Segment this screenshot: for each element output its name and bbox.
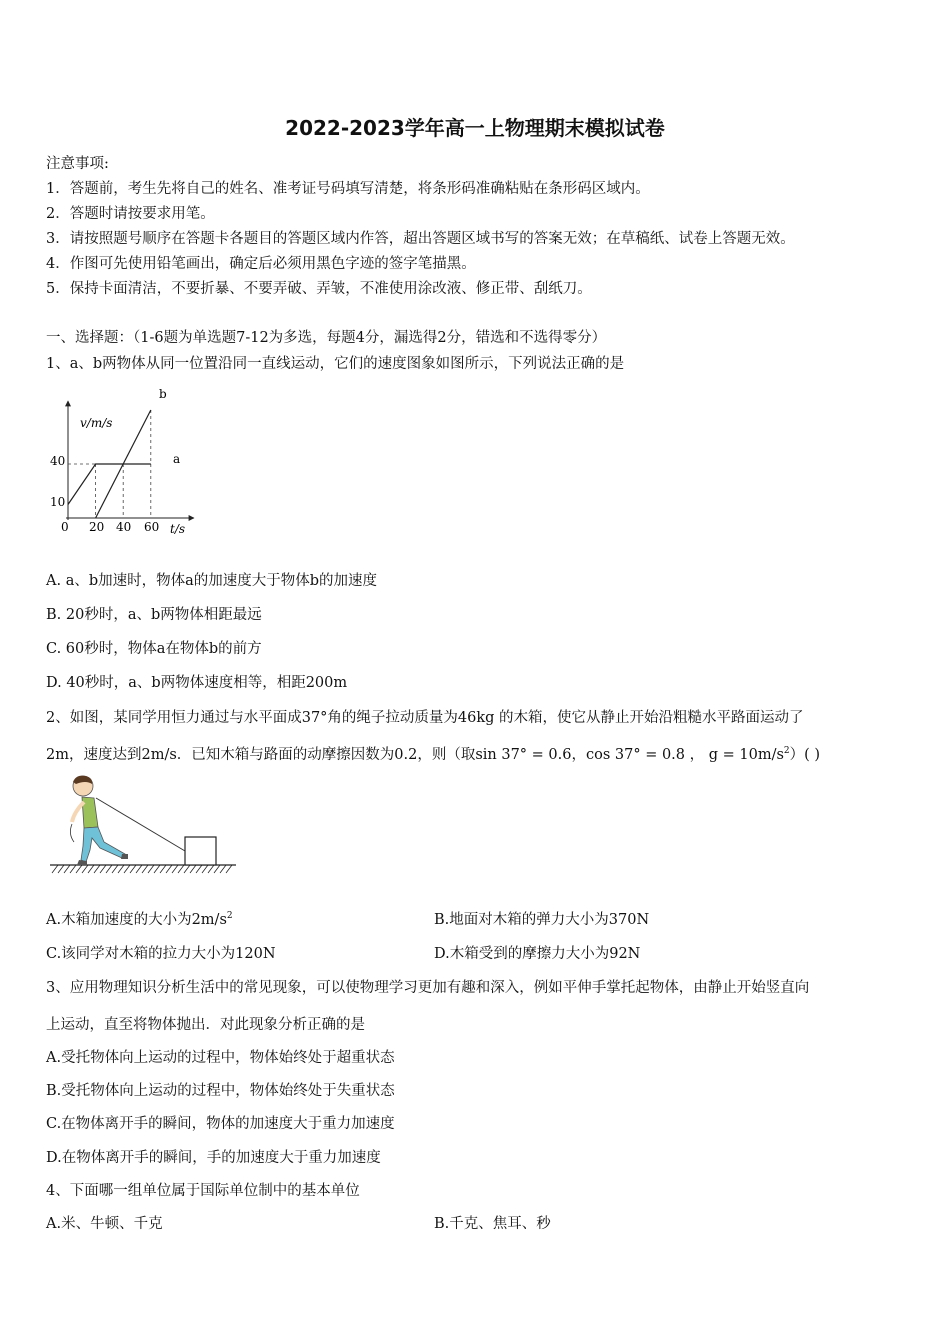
wooden-box xyxy=(185,837,216,865)
q4-option-a: A.米、牛顿、千克 xyxy=(46,1216,163,1232)
q1-stem: 1、a、b两物体从同一位置沿同一直线运动，它们的速度图象如图所示，下列说法正确的是 xyxy=(46,356,625,372)
q1-option-b: B. 20秒时，a、b两物体相距最远 xyxy=(46,607,262,623)
notice-heading: 注意事项: xyxy=(46,156,109,172)
page-title: 2022-2023学年高一上物理期末模拟试卷 xyxy=(285,116,665,140)
q1-option-a: A. a、b加速时，物体a的加速度大于物体b的加速度 xyxy=(46,573,378,589)
x-tick-0: 0 xyxy=(61,520,69,534)
q3-option-a: A.受托物体向上运动的过程中，物体始终处于超重状态 xyxy=(46,1050,395,1066)
x-axis-label: t/s xyxy=(170,522,186,536)
q2-option-b: B.地面对木箱的弹力大小为370N xyxy=(434,912,650,928)
ground-hatch xyxy=(52,865,232,873)
q1-option-d: D. 40秒时，a、b两物体速度相等，相距200m xyxy=(46,675,348,691)
q4-option-b: B.千克、焦耳、秒 xyxy=(434,1216,551,1232)
q3-stem-line1: 3、应用物理知识分析生活中的常见现象，可以使物理学习更加有趣和深入，例如平伸手掌托起物体，由静止开始竖直向 xyxy=(46,980,810,996)
series-line-a xyxy=(68,464,151,505)
q3-option-c: C.在物体离开手的瞬间，物体的加速度大于重力加速度 xyxy=(46,1116,395,1132)
q2-option-a: A.木箱加速度的大小为$2m/s^2$ xyxy=(46,911,233,928)
q1-option-c: C. 60秒时，物体a在物体b的前方 xyxy=(46,641,262,657)
x-tick-60: 60 xyxy=(144,520,160,534)
y-tick-40: 40 xyxy=(50,454,66,468)
notice-5: 5．保持卡面清洁，不要折暴、不要弄破、弄皱，不准使用涂改液、修正带、刮纸刀。 xyxy=(46,281,592,297)
series-label-b: b xyxy=(159,387,167,401)
student-figure xyxy=(70,776,128,865)
q2-option-d: D.木箱受到的摩擦力大小为92N xyxy=(434,946,641,962)
notice-2: 2．答题时请按要求用笔。 xyxy=(46,206,215,222)
notice-3: 3．请按照题号顺序在答题卡各题目的答题区域内作答，超出答题区域书写的答案无效；在草稿纸、试卷上答题无效。 xyxy=(46,231,795,247)
q2-stem-line2: 2m，速度达到2m/s．已知木箱与路面的动摩擦因数为0.2，则（取sin 37° = 0.6，cos 37° = 0.8 ， $g = 10m/s^2$）( ) xyxy=(46,746,821,763)
series-label-a: a xyxy=(173,452,181,466)
q1-vt-graph xyxy=(46,383,206,543)
q2-stem-line1: 2、如图，某同学用恒力通过与水平面成37°角的绳子拉动质量为46kg 的木箱，使它从静止开始沿粗糙水平路面运动了 xyxy=(46,710,804,726)
rope xyxy=(96,798,185,851)
notice-1: 1．答题前，考生先将自己的姓名、准考证号码填写清楚，将条形码准确粘贴在条形码区域内。 xyxy=(46,181,650,197)
q3-stem-line2: 上运动，直至将物体抛出．对此现象分析正确的是 xyxy=(46,1017,365,1033)
section-heading: 一、选择题：（1-6题为单选题7-12为多选，每题4分，漏选得2分，错选和不选得零分） xyxy=(46,330,607,346)
q2-pulling-box-figure xyxy=(46,772,241,882)
x-tick-20: 20 xyxy=(89,520,105,534)
y-axis-label: v/m/s xyxy=(80,416,113,430)
q2-option-c: C.该同学对木箱的拉力大小为120N xyxy=(46,946,276,962)
q3-option-b: B.受托物体向上运动的过程中，物体始终处于失重状态 xyxy=(46,1083,395,1099)
y-tick-10: 10 xyxy=(50,495,66,509)
q3-option-d: D.在物体离开手的瞬间，手的加速度大于重力加速度 xyxy=(46,1150,381,1166)
q4-stem: 4、下面哪一组单位属于国际单位制中的基本单位 xyxy=(46,1183,360,1199)
notice-4: 4．作图可先使用铅笔画出，确定后必须用黑色字迹的签字笔描黑。 xyxy=(46,256,476,272)
x-tick-40: 40 xyxy=(116,520,132,534)
